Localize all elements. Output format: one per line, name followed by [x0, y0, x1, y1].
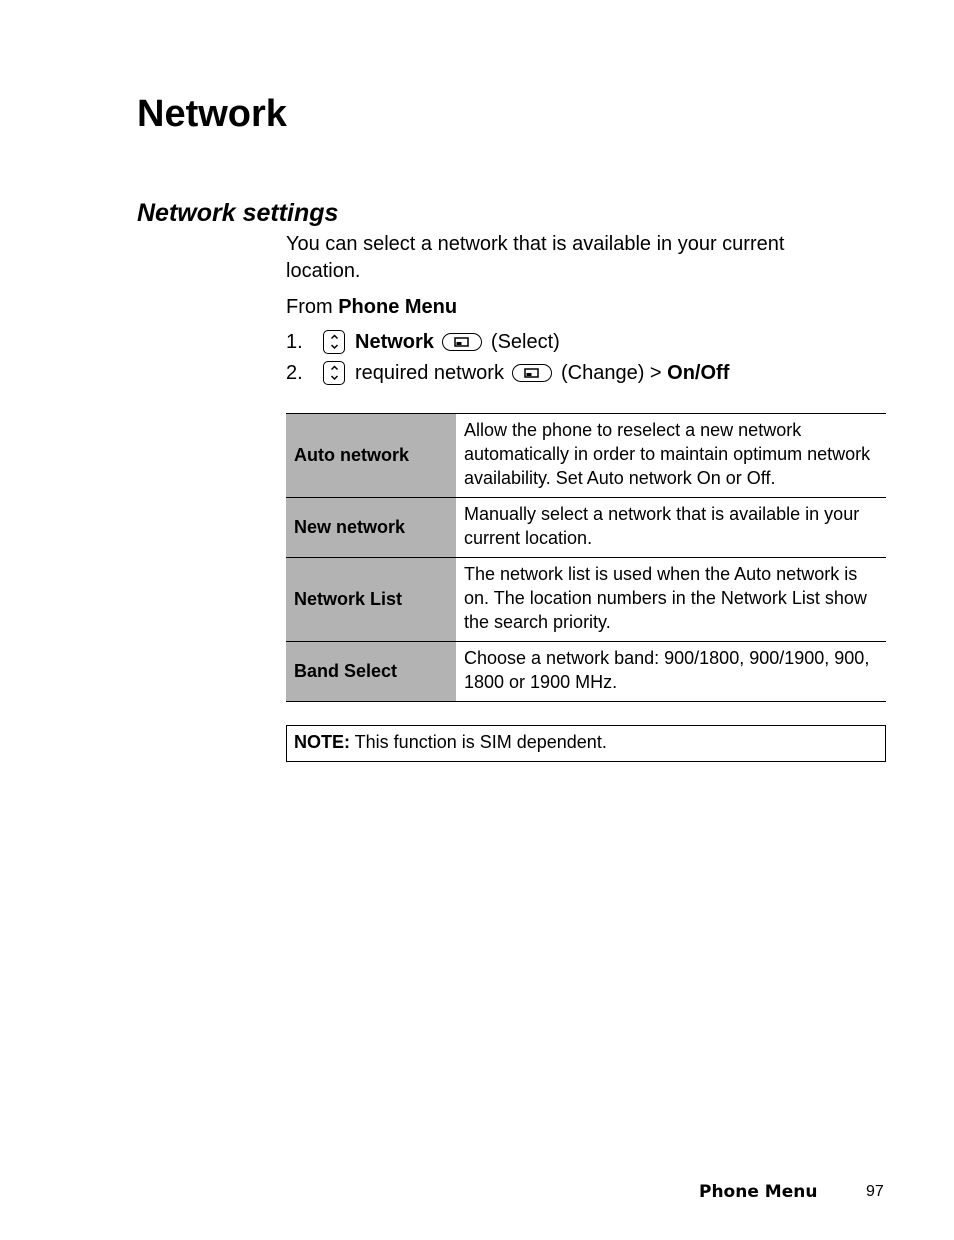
table-row: [286, 414, 886, 498]
note-text: This function is SIM dependent.: [350, 732, 607, 752]
section-content: [286, 231, 886, 762]
step-item: required network: [355, 361, 504, 384]
setting-description: Manually select a network that is available in your current location.: [456, 498, 886, 558]
setting-description: Choose a network band: 900/1800, 900/1900, 900, 1800 or 1900 MHz.: [456, 642, 886, 702]
step-item: Network: [355, 330, 434, 353]
step-action: (Select): [490, 330, 560, 353]
setting-label: Network List: [286, 558, 456, 642]
section-title: Network settings: [137, 199, 339, 227]
footer-page-number: 97: [866, 1183, 884, 1200]
table-row: [286, 558, 886, 642]
step-number: 1.: [286, 330, 303, 353]
note-label: NOTE:: [294, 732, 350, 752]
table-row: [286, 498, 886, 558]
step-2: [286, 357, 886, 388]
setting-label: New network: [286, 498, 456, 558]
step-target: On/Off: [667, 361, 730, 384]
steps-list: [286, 326, 886, 388]
up-down-nav-key-icon: [323, 361, 345, 385]
soft-key-icon: [512, 364, 552, 382]
step-action: (Change) >: [560, 361, 668, 384]
settings-table: [286, 413, 886, 702]
setting-label: Auto network: [286, 414, 456, 498]
page-title: Network: [137, 93, 287, 135]
soft-key-icon: [442, 333, 482, 351]
step-1: [286, 326, 886, 357]
from-prefix: From: [286, 296, 339, 318]
setting-description: The network list is used when the Auto network is on. The location numbers in the Network List show the search priority.: [456, 558, 886, 642]
note-box: [286, 725, 886, 762]
footer-section-name: Phone Menu: [699, 1182, 818, 1202]
setting-description: Allow the phone to reselect a new network automatically in order to maintain optimum network availability. Set Auto network On or Off.: [456, 414, 886, 498]
from-menu-line: [286, 294, 886, 320]
table-row: [286, 642, 886, 702]
step-number: 2.: [286, 361, 303, 384]
intro-paragraph: You can select a network that is available in your current location.: [286, 233, 785, 282]
from-menu-name: Phone Menu: [338, 296, 458, 318]
setting-label: Band Select: [286, 642, 456, 702]
up-down-nav-key-icon: [323, 330, 345, 354]
